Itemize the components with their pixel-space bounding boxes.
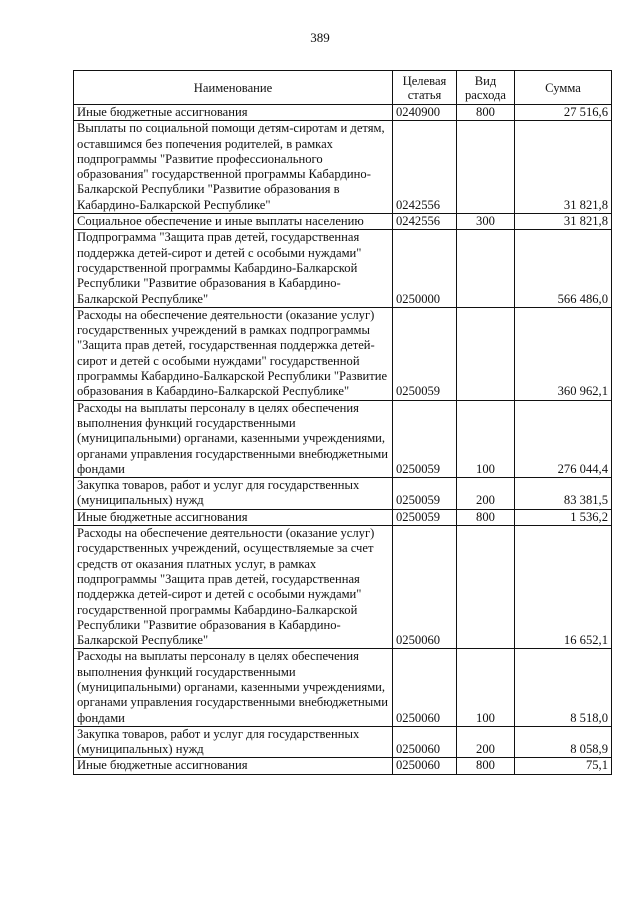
row-name: Закупка товаров, работ и услуг для государственных (муниципальных) нужд (74, 726, 393, 758)
row-sum: 16 652,1 (515, 526, 612, 649)
row-code: 0250059 (393, 478, 457, 510)
row-name: Расходы на выплаты персоналу в целях обеспечения выполнения функций государственными (муниципальными) органами, казенными учреждениями, органами управления государственными внебюджетными фондами (74, 649, 393, 726)
row-code: 0242556 (393, 121, 457, 214)
row-code: 0242556 (393, 214, 457, 230)
row-sum: 27 516,6 (515, 105, 612, 121)
row-sum: 8 058,9 (515, 726, 612, 758)
row-code: 0250000 (393, 230, 457, 307)
row-type (457, 121, 515, 214)
row-code: 0250059 (393, 307, 457, 400)
row-sum: 83 381,5 (515, 478, 612, 510)
header-name: Наименование (74, 71, 393, 105)
row-code: 0250060 (393, 726, 457, 758)
row-sum: 360 962,1 (515, 307, 612, 400)
header-code: Целевая статья (393, 71, 457, 105)
table-row (74, 758, 612, 774)
row-type: 800 (457, 105, 515, 121)
row-code: 0240900 (393, 105, 457, 121)
row-name: Иные бюджетные ассигнования (74, 509, 393, 525)
row-name: Иные бюджетные ассигнования (74, 758, 393, 774)
row-type: 200 (457, 726, 515, 758)
table-row (74, 307, 612, 400)
table-row (74, 509, 612, 525)
row-type: 800 (457, 758, 515, 774)
row-type: 100 (457, 400, 515, 477)
row-name: Выплаты по социальной помощи детям-сиротам и детям, оставшимся без попечения родителей, в рамках подпрограммы "Развитие профессионального образования" государственной программы Кабардино-Балкарской Республики "Развитие образования в Кабардино-Балкарской Республике" (74, 121, 393, 214)
table-row (74, 400, 612, 477)
row-code: 0250060 (393, 758, 457, 774)
row-code: 0250060 (393, 649, 457, 726)
row-type (457, 230, 515, 307)
page-number: 389 (310, 30, 330, 45)
header-sum: Сумма (515, 71, 612, 105)
row-name: Подпрограмма "Защита прав детей, государственная поддержка детей-сирот и детей с особыми нуждами" государственной программы Кабардино-Балкарской Республики "Развитие образования в Кабардино-Балкарской Республике" (74, 230, 393, 307)
row-type (457, 307, 515, 400)
row-code: 0250060 (393, 526, 457, 649)
row-type: 800 (457, 509, 515, 525)
row-code: 0250059 (393, 509, 457, 525)
row-name: Расходы на выплаты персоналу в целях обеспечения выполнения функций государственными (муниципальными) органами, казенными учреждениями, органами управления государственными внебюджетными фондами (74, 400, 393, 477)
table-row (74, 214, 612, 230)
row-sum: 276 044,4 (515, 400, 612, 477)
row-name: Иные бюджетные ассигнования (74, 105, 393, 121)
row-sum: 566 486,0 (515, 230, 612, 307)
row-type (457, 526, 515, 649)
table-row (74, 105, 612, 121)
budget-table (73, 70, 612, 775)
table-row (74, 726, 612, 758)
row-sum: 1 536,2 (515, 509, 612, 525)
row-name: Социальное обеспечение и иные выплаты населению (74, 214, 393, 230)
row-name: Расходы на обеспечение деятельности (оказание услуг) государственных учреждений, осуществляемые за счет средств от оказания платных услуг, в рамках подпрограммы "Защита прав детей, государственная поддержка детей-сирот и детей с особыми нуждами" государственной программы Кабардино-Балкарской Республики "Развитие образования в Кабардино-Балкарской Республике" (74, 526, 393, 649)
row-sum: 75,1 (515, 758, 612, 774)
row-code: 0250059 (393, 400, 457, 477)
table-header-row (74, 71, 612, 105)
table-row (74, 230, 612, 307)
table-row (74, 526, 612, 649)
row-type: 100 (457, 649, 515, 726)
row-type: 300 (457, 214, 515, 230)
header-type: Вид расхода (457, 71, 515, 105)
row-sum: 31 821,8 (515, 121, 612, 214)
row-name: Закупка товаров, работ и услуг для государственных (муниципальных) нужд (74, 478, 393, 510)
row-type: 200 (457, 478, 515, 510)
row-sum: 31 821,8 (515, 214, 612, 230)
row-sum: 8 518,0 (515, 649, 612, 726)
row-name: Расходы на обеспечение деятельности (оказание услуг) государственных учреждений в рамках подпрограммы "Защита прав детей, государственная поддержка детей-сирот и детей с особыми нуждами" государственной программы Кабардино-Балкарской Республики "Развитие образования в Кабардино-Балкарской Республике" (74, 307, 393, 400)
table-row (74, 649, 612, 726)
table-row (74, 121, 612, 214)
table-row (74, 478, 612, 510)
